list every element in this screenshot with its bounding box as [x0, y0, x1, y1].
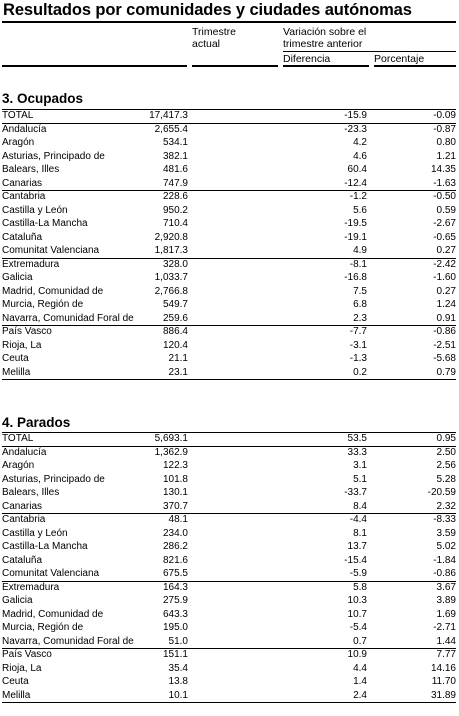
trimestre-value: 821.6	[162, 554, 188, 566]
trimestre-value: 23.1	[168, 366, 188, 378]
porcentaje-value: 2.56	[436, 460, 456, 471]
region-name: Ceuta	[2, 676, 29, 687]
diferencia-value: 10.9	[347, 649, 367, 660]
table-row	[2, 513, 456, 527]
porcentaje-value: 2.50	[436, 446, 456, 458]
diferencia-value: -19.1	[344, 231, 367, 243]
trimestre-value: 259.6	[162, 312, 188, 324]
porcentaje-value: 7.77	[436, 649, 456, 660]
porcentaje-value: -2.51	[433, 339, 456, 351]
trimestre-value: 21.1	[168, 353, 188, 364]
diferencia-value: -19.5	[344, 218, 367, 229]
porcentaje-value: -5.68	[433, 353, 456, 364]
col-porcentaje-header: Porcentaje	[374, 53, 425, 65]
porcentaje-value: -0.86	[433, 326, 456, 337]
table-row	[2, 594, 456, 608]
table-row	[2, 217, 456, 231]
trimestre-value: 195.0	[162, 622, 188, 633]
trimestre-value: 275.9	[162, 595, 188, 606]
table-row	[2, 432, 456, 446]
trimestre-value: 1,362.9	[154, 446, 188, 458]
diferencia-value: 33.3	[347, 446, 367, 458]
region-name: Extremadura	[2, 581, 60, 593]
trimestre-value: 549.7	[162, 299, 188, 310]
trimestre-value: 643.3	[162, 608, 188, 620]
header-bottom-rule-col2	[283, 65, 369, 67]
col-diferencia-header: Diferencia	[283, 53, 331, 65]
region-name: Balears, Illes	[2, 487, 60, 498]
porcentaje-value: -8.33	[433, 514, 456, 525]
table-row	[2, 446, 456, 460]
region-name: Rioja, La	[2, 662, 42, 674]
diferencia-value: 4.4	[353, 662, 367, 674]
table-row	[2, 567, 456, 581]
porcentaje-value: -1.60	[433, 272, 456, 283]
trimestre-value: 17,417.3	[149, 110, 188, 121]
table-row	[2, 527, 456, 541]
region-name: Ceuta	[2, 353, 29, 364]
diferencia-value: -8.1	[349, 258, 367, 270]
porcentaje-value: -1.84	[433, 554, 456, 566]
region-name: Asturias, Principado de	[2, 473, 105, 485]
trimestre-value: 120.4	[162, 339, 188, 351]
diferencia-value: 7.5	[353, 285, 367, 297]
trimestre-value: 370.7	[162, 500, 188, 512]
diferencia-value: 8.4	[353, 500, 367, 512]
trimestre-value: 122.3	[162, 460, 188, 471]
region-name: Comunitat Valenciana	[2, 245, 100, 256]
region-name: Murcia, Región de	[2, 299, 84, 310]
region-name: Andalucía	[2, 446, 47, 458]
diferencia-value: 13.7	[347, 541, 367, 552]
table-parados	[2, 432, 456, 703]
porcentaje-value: -0.86	[433, 568, 456, 579]
table-row	[2, 163, 456, 177]
table-row	[2, 123, 456, 137]
diferencia-value: 2.3	[353, 312, 367, 324]
table-row	[2, 312, 456, 326]
header-bottom-rule-col3	[374, 65, 456, 67]
header-bottom-rule-col1	[192, 65, 278, 67]
region-name: Canarias	[2, 500, 43, 512]
diferencia-value: 10.7	[347, 608, 367, 620]
region-name: Melilla	[2, 366, 31, 378]
region-name: Cantabria	[2, 191, 46, 202]
porcentaje-value: -2.71	[433, 622, 456, 633]
porcentaje-value: 1.24	[436, 299, 456, 310]
diferencia-value: 60.4	[347, 164, 367, 175]
col-variacion-line1: Variación sobre el	[283, 26, 367, 38]
table-row	[2, 621, 456, 635]
region-name: Asturias, Principado de	[2, 150, 105, 162]
table-row	[2, 473, 456, 487]
trimestre-value: 2,766.8	[154, 285, 188, 297]
trimestre-value: 164.3	[162, 581, 188, 593]
trimestre-value: 286.2	[162, 541, 188, 552]
porcentaje-value: 3.89	[436, 595, 456, 606]
table-row	[2, 177, 456, 191]
porcentaje-value: 1.69	[436, 608, 456, 620]
table-row	[2, 662, 456, 676]
diferencia-value: 8.1	[353, 527, 367, 539]
region-name: Cataluña	[2, 554, 43, 566]
table-row	[2, 366, 456, 380]
trimestre-value: 234.0	[162, 527, 188, 539]
porcentaje-value: -0.65	[433, 231, 456, 243]
region-name: TOTAL	[2, 110, 34, 121]
porcentaje-value: 5.02	[436, 541, 456, 552]
porcentaje-value: 0.27	[436, 245, 456, 256]
region-name: Aragón	[2, 460, 35, 471]
trimestre-value: 101.8	[162, 473, 188, 485]
region-name: Balears, Illes	[2, 164, 60, 175]
header-bottom-rule-col0	[2, 65, 187, 67]
diferencia-value: -7.7	[349, 326, 367, 337]
region-name: Melilla	[2, 689, 31, 701]
diferencia-value: 3.1	[353, 460, 367, 471]
table-row	[2, 285, 456, 299]
diferencia-value: 4.6	[353, 150, 367, 162]
diferencia-value: 4.2	[353, 137, 367, 148]
porcentaje-value: 14.16	[430, 662, 456, 674]
porcentaje-value: 0.27	[436, 285, 456, 297]
region-name: Aragón	[2, 137, 35, 148]
porcentaje-value: 3.67	[436, 581, 456, 593]
trimestre-value: 675.5	[162, 568, 188, 579]
diferencia-value: -33.7	[344, 487, 367, 498]
region-name: Andalucía	[2, 123, 47, 135]
table-row	[2, 540, 456, 554]
region-name: Navarra, Comunidad Foral de	[2, 635, 134, 647]
diferencia-value: 10.3	[347, 595, 367, 606]
table-row	[2, 190, 456, 204]
table-row	[2, 298, 456, 312]
diferencia-value: 2.4	[353, 689, 367, 701]
diferencia-value: 4.9	[353, 245, 367, 256]
col-variacion-line2: trimestre anterior	[283, 38, 363, 50]
porcentaje-value: 5.28	[436, 473, 456, 485]
table-row	[2, 339, 456, 353]
trimestre-value: 481.6	[162, 164, 188, 175]
region-name: Cataluña	[2, 231, 43, 243]
diferencia-value: -3.1	[349, 339, 367, 351]
trimestre-value: 130.1	[162, 487, 188, 498]
table-row	[2, 271, 456, 285]
table-row	[2, 608, 456, 622]
trimestre-value: 2,920.8	[154, 231, 188, 243]
table-row	[2, 581, 456, 595]
trimestre-value: 2,655.4	[154, 123, 188, 135]
porcentaje-value: 0.59	[436, 204, 456, 216]
region-name: Madrid, Comunidad de	[2, 608, 104, 620]
diferencia-value: -5.4	[349, 622, 367, 633]
trimestre-value: 747.9	[162, 177, 188, 189]
diferencia-value: 53.5	[347, 433, 367, 444]
region-name: País Vasco	[2, 326, 52, 337]
porcentaje-value: -0.50	[433, 191, 456, 202]
trimestre-value: 5,693.1	[154, 433, 188, 444]
region-name: Madrid, Comunidad de	[2, 285, 104, 297]
porcentaje-value: 31.89	[430, 689, 456, 701]
porcentaje-value: 1.44	[436, 635, 456, 647]
table-row	[2, 150, 456, 164]
table-row	[2, 689, 456, 703]
porcentaje-value: 2.32	[436, 500, 456, 512]
trimestre-value: 13.8	[168, 676, 188, 687]
diferencia-value: -15.4	[344, 554, 367, 566]
trimestre-value: 382.1	[162, 150, 188, 162]
porcentaje-value: -0.87	[433, 123, 456, 135]
region-name: TOTAL	[2, 433, 34, 444]
diferencia-value: -12.4	[344, 177, 367, 189]
trimestre-value: 328.0	[162, 258, 188, 270]
table-bottom-rule	[2, 379, 456, 380]
porcentaje-value: 0.79	[436, 366, 456, 378]
diferencia-value: -15.9	[344, 110, 367, 121]
porcentaje-value: 11.70	[431, 676, 456, 687]
trimestre-value: 886.4	[162, 326, 188, 337]
col-trimestre-line1: Trimestre	[192, 26, 236, 38]
trimestre-value: 710.4	[162, 218, 188, 229]
table-row	[2, 136, 456, 150]
table-row	[2, 459, 456, 473]
region-name: Castilla y León	[2, 527, 68, 539]
trimestre-value: 1,817.3	[154, 245, 188, 256]
diferencia-value: -4.4	[349, 514, 367, 525]
trimestre-value: 534.1	[162, 137, 188, 148]
table-row	[2, 325, 456, 339]
diferencia-value: 0.7	[353, 635, 367, 647]
porcentaje-value: 3.59	[436, 527, 456, 539]
diferencia-value: 0.2	[353, 366, 367, 378]
region-name: Galicia	[2, 595, 33, 606]
col-variacion-header	[283, 26, 366, 50]
trimestre-value: 48.1	[168, 514, 188, 525]
region-name: Castilla y León	[2, 204, 68, 216]
title-rule	[2, 21, 456, 23]
porcentaje-value: 0.95	[436, 433, 456, 444]
diferencia-value: -1.3	[349, 353, 367, 364]
region-name: Cantabria	[2, 514, 46, 525]
porcentaje-value: 1.21	[436, 150, 456, 162]
section-title-parados: 4. Parados	[2, 415, 71, 430]
trimestre-value: 228.6	[162, 191, 188, 202]
diferencia-value: 5.8	[353, 581, 367, 593]
table-row	[2, 648, 456, 662]
table-row	[2, 109, 456, 123]
table-row	[2, 635, 456, 649]
table-row	[2, 554, 456, 568]
region-name: Castilla-La Mancha	[2, 218, 88, 229]
diferencia-value: 6.8	[353, 299, 367, 310]
trimestre-value: 35.4	[168, 662, 188, 674]
table-row	[2, 675, 456, 689]
porcentaje-value: -0.09	[433, 110, 456, 121]
trimestre-value: 1,033.7	[154, 272, 188, 283]
region-name: Canarias	[2, 177, 43, 189]
table-row	[2, 258, 456, 272]
diferencia-value: -5.9	[349, 568, 367, 579]
table-row	[2, 486, 456, 500]
porcentaje-value: -1.63	[433, 177, 456, 189]
diferencia-value: 5.1	[353, 473, 367, 485]
col-trimestre-header	[192, 26, 236, 50]
table-row	[2, 244, 456, 258]
table-row	[2, 352, 456, 366]
region-name: Castilla-La Mancha	[2, 541, 88, 552]
porcentaje-value: -2.42	[433, 258, 456, 270]
table-ocupados	[2, 109, 456, 380]
porcentaje-value: -20.59	[427, 487, 456, 498]
region-name: País Vasco	[2, 649, 52, 660]
porcentaje-value: 0.80	[436, 137, 456, 148]
porcentaje-value: 14.35	[430, 164, 456, 175]
table-bottom-rule	[2, 702, 456, 703]
region-name: Extremadura	[2, 258, 60, 270]
diferencia-value: 1.4	[353, 676, 367, 687]
region-name: Navarra, Comunidad Foral de	[2, 312, 134, 324]
diferencia-value: -16.8	[344, 272, 367, 283]
variacion-underline	[283, 51, 456, 52]
trimestre-value: 10.1	[168, 689, 188, 701]
diferencia-value: -1.2	[349, 191, 367, 202]
trimestre-value: 51.0	[168, 635, 188, 647]
table-row	[2, 204, 456, 218]
col-trimestre-line2: actual	[192, 38, 221, 50]
diferencia-value: 5.6	[353, 204, 367, 216]
trimestre-value: 950.2	[162, 204, 188, 216]
porcentaje-value: 0.91	[436, 312, 456, 324]
porcentaje-value: -2.67	[433, 218, 456, 229]
diferencia-value: -23.3	[344, 123, 367, 135]
region-name: Murcia, Región de	[2, 622, 84, 633]
region-name: Rioja, La	[2, 339, 42, 351]
region-name: Galicia	[2, 272, 33, 283]
page-title: Resultados por comunidades y ciudades autónomas	[3, 1, 412, 19]
region-name: Comunitat Valenciana	[2, 568, 100, 579]
table-row	[2, 500, 456, 514]
section-title-ocupados: 3. Ocupados	[2, 91, 84, 106]
table-row	[2, 231, 456, 245]
trimestre-value: 151.1	[162, 649, 188, 660]
